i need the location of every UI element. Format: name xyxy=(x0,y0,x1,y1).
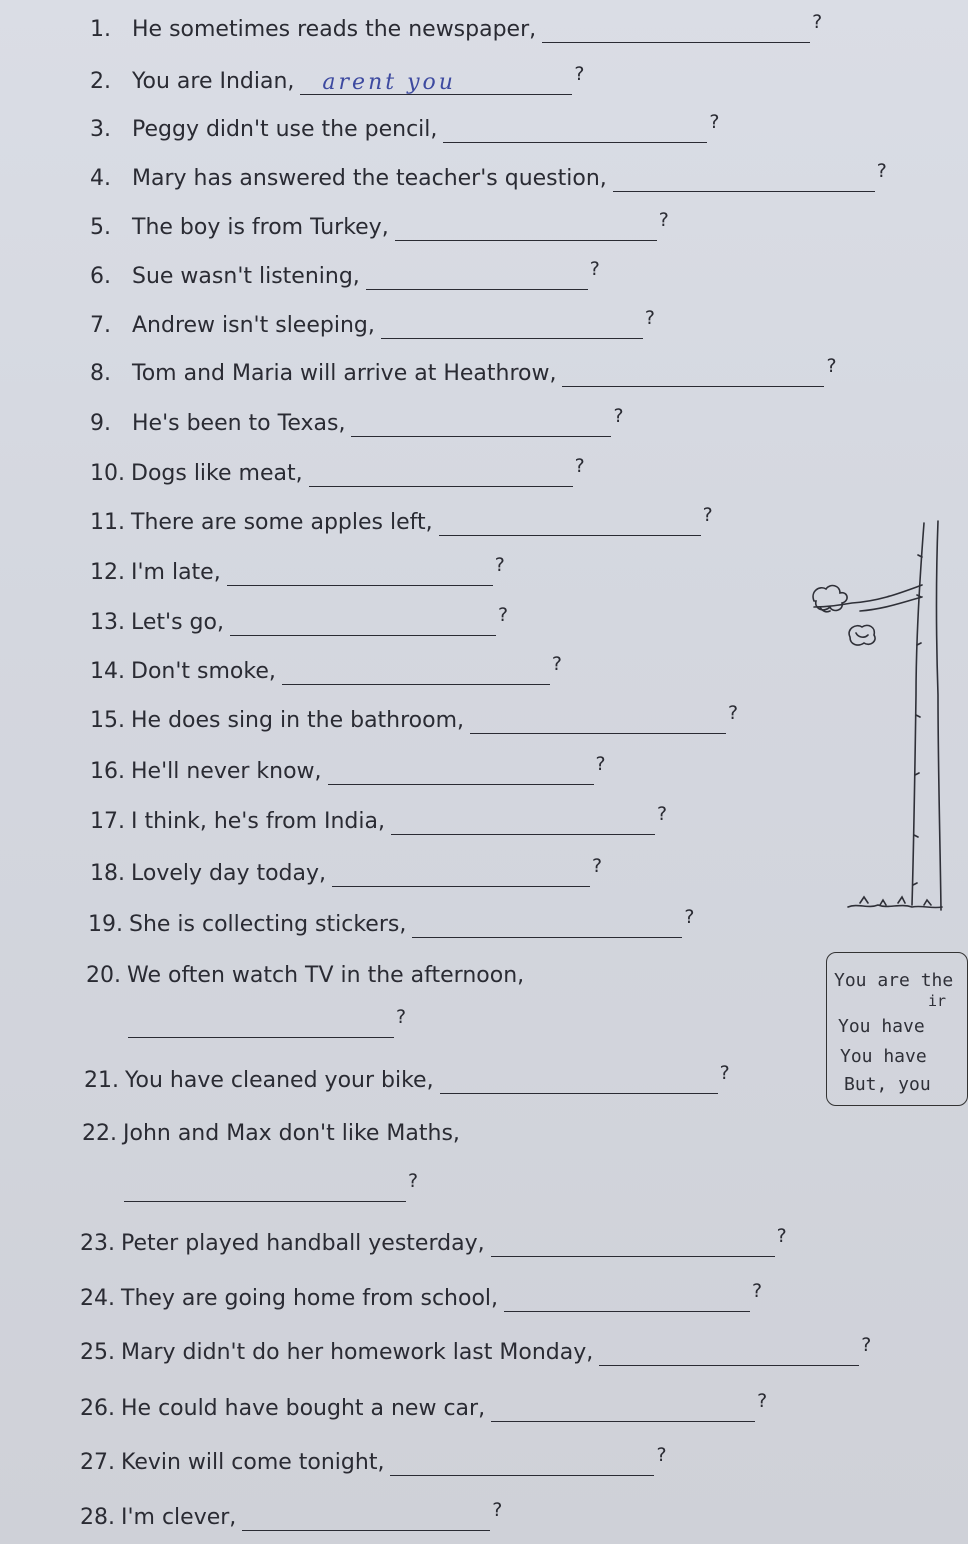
question-number: 20. xyxy=(86,963,121,988)
question-text: I'm clever, xyxy=(121,1505,237,1530)
question-number: 21. xyxy=(84,1068,119,1093)
question-mark: ? xyxy=(408,1170,419,1192)
question-2 xyxy=(90,63,585,95)
answer-blank[interactable] xyxy=(440,1073,718,1094)
side-note-line: But, you xyxy=(844,1074,931,1095)
question-text: Peggy didn't use the pencil, xyxy=(132,117,438,142)
question-mark: ? xyxy=(656,1444,667,1466)
question-text: Tom and Maria will arrive at Heathrow, xyxy=(132,361,557,386)
question-number: 16. xyxy=(90,759,125,784)
question-text: She is collecting stickers, xyxy=(129,912,407,937)
answer-blank[interactable] xyxy=(328,764,594,785)
question-text: Peter played handball yesterday, xyxy=(121,1231,485,1256)
question-14 xyxy=(90,653,562,685)
question-mark: ? xyxy=(551,653,562,675)
question-number: 1. xyxy=(90,17,111,42)
answer-blank[interactable] xyxy=(391,814,655,835)
question-27 xyxy=(80,1444,667,1476)
question-number: 19. xyxy=(88,912,123,937)
answer-blank[interactable] xyxy=(351,416,611,437)
question-22-answer-line xyxy=(118,1170,419,1202)
question-1 xyxy=(90,11,823,43)
answer-blank[interactable] xyxy=(230,615,496,636)
question-17 xyxy=(90,803,668,835)
side-note-line: You are the xyxy=(834,970,954,991)
question-mark: ? xyxy=(574,63,585,85)
question-20 xyxy=(86,963,524,989)
question-21 xyxy=(84,1062,730,1094)
question-text: We often watch TV in the afternoon, xyxy=(127,963,525,988)
question-text: Mary has answered the teacher's question, xyxy=(132,166,607,191)
question-text: You are Indian, xyxy=(132,69,295,94)
question-number: 13. xyxy=(90,610,125,635)
question-number: 4. xyxy=(90,166,111,191)
question-number: 24. xyxy=(80,1286,115,1311)
question-28 xyxy=(80,1499,503,1531)
question-number: 17. xyxy=(90,809,125,834)
answer-blank[interactable] xyxy=(390,1455,654,1476)
answer-blank[interactable] xyxy=(470,713,726,734)
tree-illustration xyxy=(800,515,941,920)
answer-blank[interactable] xyxy=(613,171,875,192)
answer-blank[interactable] xyxy=(491,1401,755,1422)
question-text: He'll never know, xyxy=(131,759,322,784)
question-text: He's been to Texas, xyxy=(132,411,346,436)
question-24 xyxy=(80,1280,763,1312)
question-text: He sometimes reads the newspaper, xyxy=(132,17,537,42)
question-text: Andrew isn't sleeping, xyxy=(132,313,375,338)
question-mark: ? xyxy=(812,11,823,33)
question-mark: ? xyxy=(702,504,713,526)
answer-blank[interactable] xyxy=(412,917,682,938)
question-mark: ? xyxy=(592,855,603,877)
question-mark: ? xyxy=(658,209,669,231)
question-number: 11. xyxy=(90,510,125,535)
question-mark: ? xyxy=(752,1280,763,1302)
tree-trunk xyxy=(912,523,924,905)
question-number: 12. xyxy=(90,560,125,585)
question-mark: ? xyxy=(709,111,720,133)
question-text: Don't smoke, xyxy=(131,659,276,684)
question-mark: ? xyxy=(826,355,837,377)
question-26 xyxy=(80,1390,768,1422)
answer-blank[interactable] xyxy=(332,866,590,887)
question-number: 28. xyxy=(80,1505,115,1530)
question-3 xyxy=(90,111,720,143)
question-number: 10. xyxy=(90,461,125,486)
answer-blank[interactable] xyxy=(282,664,550,685)
question-text: Sue wasn't listening, xyxy=(132,264,360,289)
question-13 xyxy=(90,604,509,636)
question-18 xyxy=(90,855,603,887)
question-text: The boy is from Turkey, xyxy=(132,215,389,240)
question-10 xyxy=(90,455,585,487)
question-text: Mary didn't do her homework last Monday, xyxy=(121,1340,594,1365)
question-number: 2. xyxy=(90,69,111,94)
question-text: They are going home from school, xyxy=(121,1286,499,1311)
question-23 xyxy=(80,1225,787,1257)
answer-blank[interactable] xyxy=(381,318,643,339)
question-11 xyxy=(90,504,713,536)
question-mark: ? xyxy=(497,604,509,626)
answer-blank[interactable] xyxy=(599,1345,859,1366)
question-mark: ? xyxy=(728,702,739,724)
question-number: 25. xyxy=(80,1340,115,1365)
answer-blank[interactable] xyxy=(124,1181,406,1202)
answer-blank[interactable] xyxy=(443,122,707,143)
question-mark: ? xyxy=(876,160,887,182)
question-4 xyxy=(90,160,887,192)
answer-blank[interactable] xyxy=(300,70,572,95)
question-number: 18. xyxy=(90,861,125,886)
question-text: Let's go, xyxy=(131,610,224,635)
question-8 xyxy=(90,355,837,387)
question-text: Dogs like meat, xyxy=(131,461,303,486)
answer-blank[interactable] xyxy=(542,22,810,43)
question-text: Lovely day today, xyxy=(131,861,327,886)
answer-blank[interactable] xyxy=(439,515,701,536)
question-number: 15. xyxy=(90,708,125,733)
question-text: There are some apples left, xyxy=(131,510,433,535)
question-25 xyxy=(80,1334,872,1366)
question-mark: ? xyxy=(589,258,600,280)
question-number: 23. xyxy=(80,1231,115,1256)
question-mark: ? xyxy=(657,803,668,825)
answer-blank[interactable] xyxy=(128,1017,394,1038)
question-number: 5. xyxy=(90,215,111,240)
handwritten-answer: arent you xyxy=(322,70,456,95)
side-note-line: You have xyxy=(838,1016,925,1037)
question-mark: ? xyxy=(684,906,695,928)
answer-blank[interactable] xyxy=(227,565,493,586)
question-text: He does sing in the bathroom, xyxy=(131,708,465,733)
question-mark: ? xyxy=(644,307,655,329)
question-text: You have cleaned your bike, xyxy=(125,1068,434,1093)
side-note-line: ir xyxy=(928,992,947,1010)
question-mark: ? xyxy=(595,753,606,775)
question-number: 6. xyxy=(90,264,111,289)
question-text: I'm late, xyxy=(131,560,221,585)
question-15 xyxy=(90,702,739,734)
question-number: 22. xyxy=(82,1121,117,1146)
answer-blank[interactable] xyxy=(366,269,588,290)
question-text: Kevin will come tonight, xyxy=(121,1450,385,1475)
question-text: I think, he's from India, xyxy=(131,809,385,834)
question-number: 9. xyxy=(90,411,111,436)
question-19 xyxy=(88,906,695,938)
question-9 xyxy=(90,405,624,437)
question-text: He could have bought a new car, xyxy=(121,1396,486,1421)
side-note-line: You have xyxy=(840,1046,927,1067)
question-mark: ? xyxy=(494,554,505,576)
answer-blank[interactable] xyxy=(395,220,657,241)
question-number: 8. xyxy=(90,361,111,386)
tree-base xyxy=(848,905,942,908)
question-6 xyxy=(90,258,600,290)
question-16 xyxy=(90,753,606,785)
question-5 xyxy=(90,209,669,241)
question-mark: ? xyxy=(776,1225,787,1247)
question-mark: ? xyxy=(613,405,624,427)
question-20-answer-line xyxy=(122,1006,407,1038)
question-7 xyxy=(90,307,655,339)
question-12 xyxy=(90,554,505,586)
question-mark: ? xyxy=(861,1334,872,1356)
question-number: 27. xyxy=(80,1450,115,1475)
question-mark: ? xyxy=(757,1390,768,1412)
question-mark: ? xyxy=(396,1006,407,1028)
question-mark: ? xyxy=(574,455,585,477)
question-text: John and Max don't like Maths, xyxy=(123,1121,460,1146)
question-number: 3. xyxy=(90,117,111,142)
answer-blank[interactable] xyxy=(242,1510,490,1531)
question-number: 26. xyxy=(80,1396,115,1421)
answer-blank[interactable] xyxy=(504,1291,750,1312)
question-number: 14. xyxy=(90,659,125,684)
question-22 xyxy=(82,1121,460,1147)
answer-blank[interactable] xyxy=(309,466,573,487)
question-mark: ? xyxy=(719,1062,730,1084)
answer-blank[interactable] xyxy=(562,366,824,387)
tree-branch xyxy=(814,585,922,607)
question-number: 7. xyxy=(90,313,111,338)
answer-blank[interactable] xyxy=(491,1236,775,1257)
question-mark: ? xyxy=(492,1499,503,1521)
